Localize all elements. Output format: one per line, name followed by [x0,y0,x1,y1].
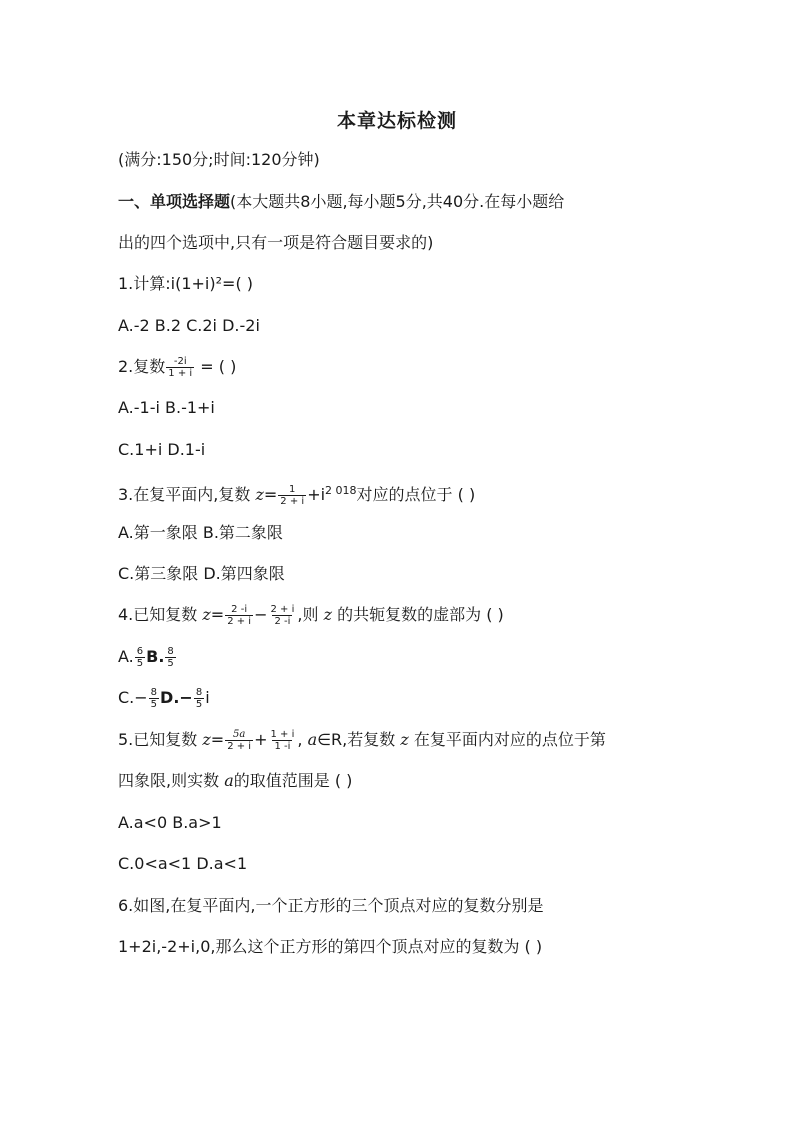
q5-var-2: z [400,730,409,749]
section-desc-2: 出的四个选项中,只有一项是符合题目要求的) [118,233,434,252]
question-2-options-cd: C.1+i D.1-i [118,440,206,459]
q5-prefix: 5.已知复数 [118,730,203,749]
q3-prefix: 3.在复平面内,复数 [118,485,256,504]
q5-denominator-1: 2 + i [227,741,252,752]
question-3-options-ab: A.第一象限 B.第二象限 [118,523,283,542]
q4-option-a: A. [118,647,134,666]
q4-suffix: 的共轭复数的虚部为 ( ) [332,605,504,624]
q5-var: z [202,730,211,749]
question-3-options-cd: C.第三象限 D.第四象限 [118,564,285,583]
question-5-options-cd: C.0<a<1 D.a<1 [118,854,248,873]
q4-option-d: D.− [160,688,193,707]
q2-numerator: -2i [173,356,187,367]
q2-suffix: = ( ) [195,357,237,376]
question-5 [118,729,606,752]
page-title: 本章达标检测 [336,110,457,132]
section-line-1 [118,191,564,213]
q4-option-c: C. [118,688,135,707]
q3-exponent: 2 018 [325,484,357,497]
q4-mid: ,则 [297,605,324,624]
question-5-line-2 [118,770,352,792]
q4-option-c-fraction [149,687,159,710]
q4-option-b: B. [146,647,165,666]
q5-fraction-1 [225,729,253,752]
q3-fraction [278,484,306,507]
section-heading: 一、单项选择题 [118,192,231,211]
q5-mid-1: , [297,730,308,749]
question-5-options-ab: A.a<0 B.a>1 [118,813,222,832]
q5-suffix: 在复平面内对应的点位于第 [408,730,606,749]
q4-d-num: 8 [195,687,203,698]
q4-b-den: 5 [167,658,174,669]
q4-fraction-1 [225,604,253,627]
q5-fraction-2 [269,729,297,752]
section-desc-1: (本大题共8小题,每小题5分,共40分.在每小题给 [230,192,565,211]
q4-denominator-1: 2 + i [227,616,252,627]
q2-denominator: 1 + i [168,368,193,379]
q2-fraction [166,356,194,379]
q5-numerator-2: 1 + i [270,729,295,740]
q4-var-2: z [323,605,333,624]
q4-prefix: 4.已知复数 [118,605,203,624]
q5-mid-2: ∈R,若复数 [317,730,401,749]
q4-minus: − [254,605,268,624]
q4-var: z [202,605,211,624]
q4-a-den: 5 [136,658,144,669]
q4-d-unit: i [205,688,210,707]
q4-c-num: 8 [150,687,158,698]
q4-c-den: 5 [150,699,158,710]
q4-eq: = [210,605,225,624]
q3-suffix: 对应的点位于 ( ) [356,485,476,504]
question-6-line-2: 1+2i,-2+i,0,那么这个正方形的第四个顶点对应的复数为 ( ) [118,937,543,956]
q5-denominator-2: 1 -i [274,741,291,752]
q5-line2-var: a [224,771,234,790]
q5-line2-suffix: 的取值范围是 ( ) [233,771,353,790]
q4-numerator-2: 2 + i [270,604,295,615]
q4-option-b-fraction [165,646,175,669]
q5-var-a: a [307,730,318,749]
q5-plus: + [254,730,268,749]
q5-numerator-1: 5a [232,729,246,740]
q3-eq: = [263,485,278,504]
question-1-options: A.-2 B.2 C.2i D.-2i [118,316,260,335]
q3-denominator: 2 + i [280,496,305,507]
question-4-options-ab [118,646,177,669]
q3-numerator: 1 [289,484,296,495]
question-2-options-ab: A.-1-i B.-1+i [118,398,215,417]
q3-mid: +i [307,485,326,504]
q4-b-num: 8 [167,646,174,657]
q4-option-d-fraction [194,687,204,710]
q4-c-sign: − [134,688,148,707]
q4-option-a-fraction [135,646,145,669]
q4-numerator-1: 2 -i [231,604,248,615]
q4-a-num: 6 [136,646,144,657]
q5-eq: = [210,730,225,749]
question-1: 1.计算:i(1+i)²=( ) [118,274,254,293]
question-4-options-cd [118,687,210,710]
question-3 [118,480,475,507]
exam-meta: (满分:150分;时间:120分钟) [118,150,320,169]
q4-d-den: 5 [195,699,203,710]
q2-prefix: 2.复数 [118,357,166,376]
question-4 [118,604,504,627]
question-2 [118,356,236,379]
q5-line2-prefix: 四象限,则实数 [118,771,225,790]
q4-fraction-2 [269,604,297,627]
q3-var: z [255,485,264,504]
q4-denominator-2: 2 -i [274,616,291,627]
question-6-line-1: 6.如图,在复平面内,一个正方形的三个顶点对应的复数分别是 [118,896,544,915]
